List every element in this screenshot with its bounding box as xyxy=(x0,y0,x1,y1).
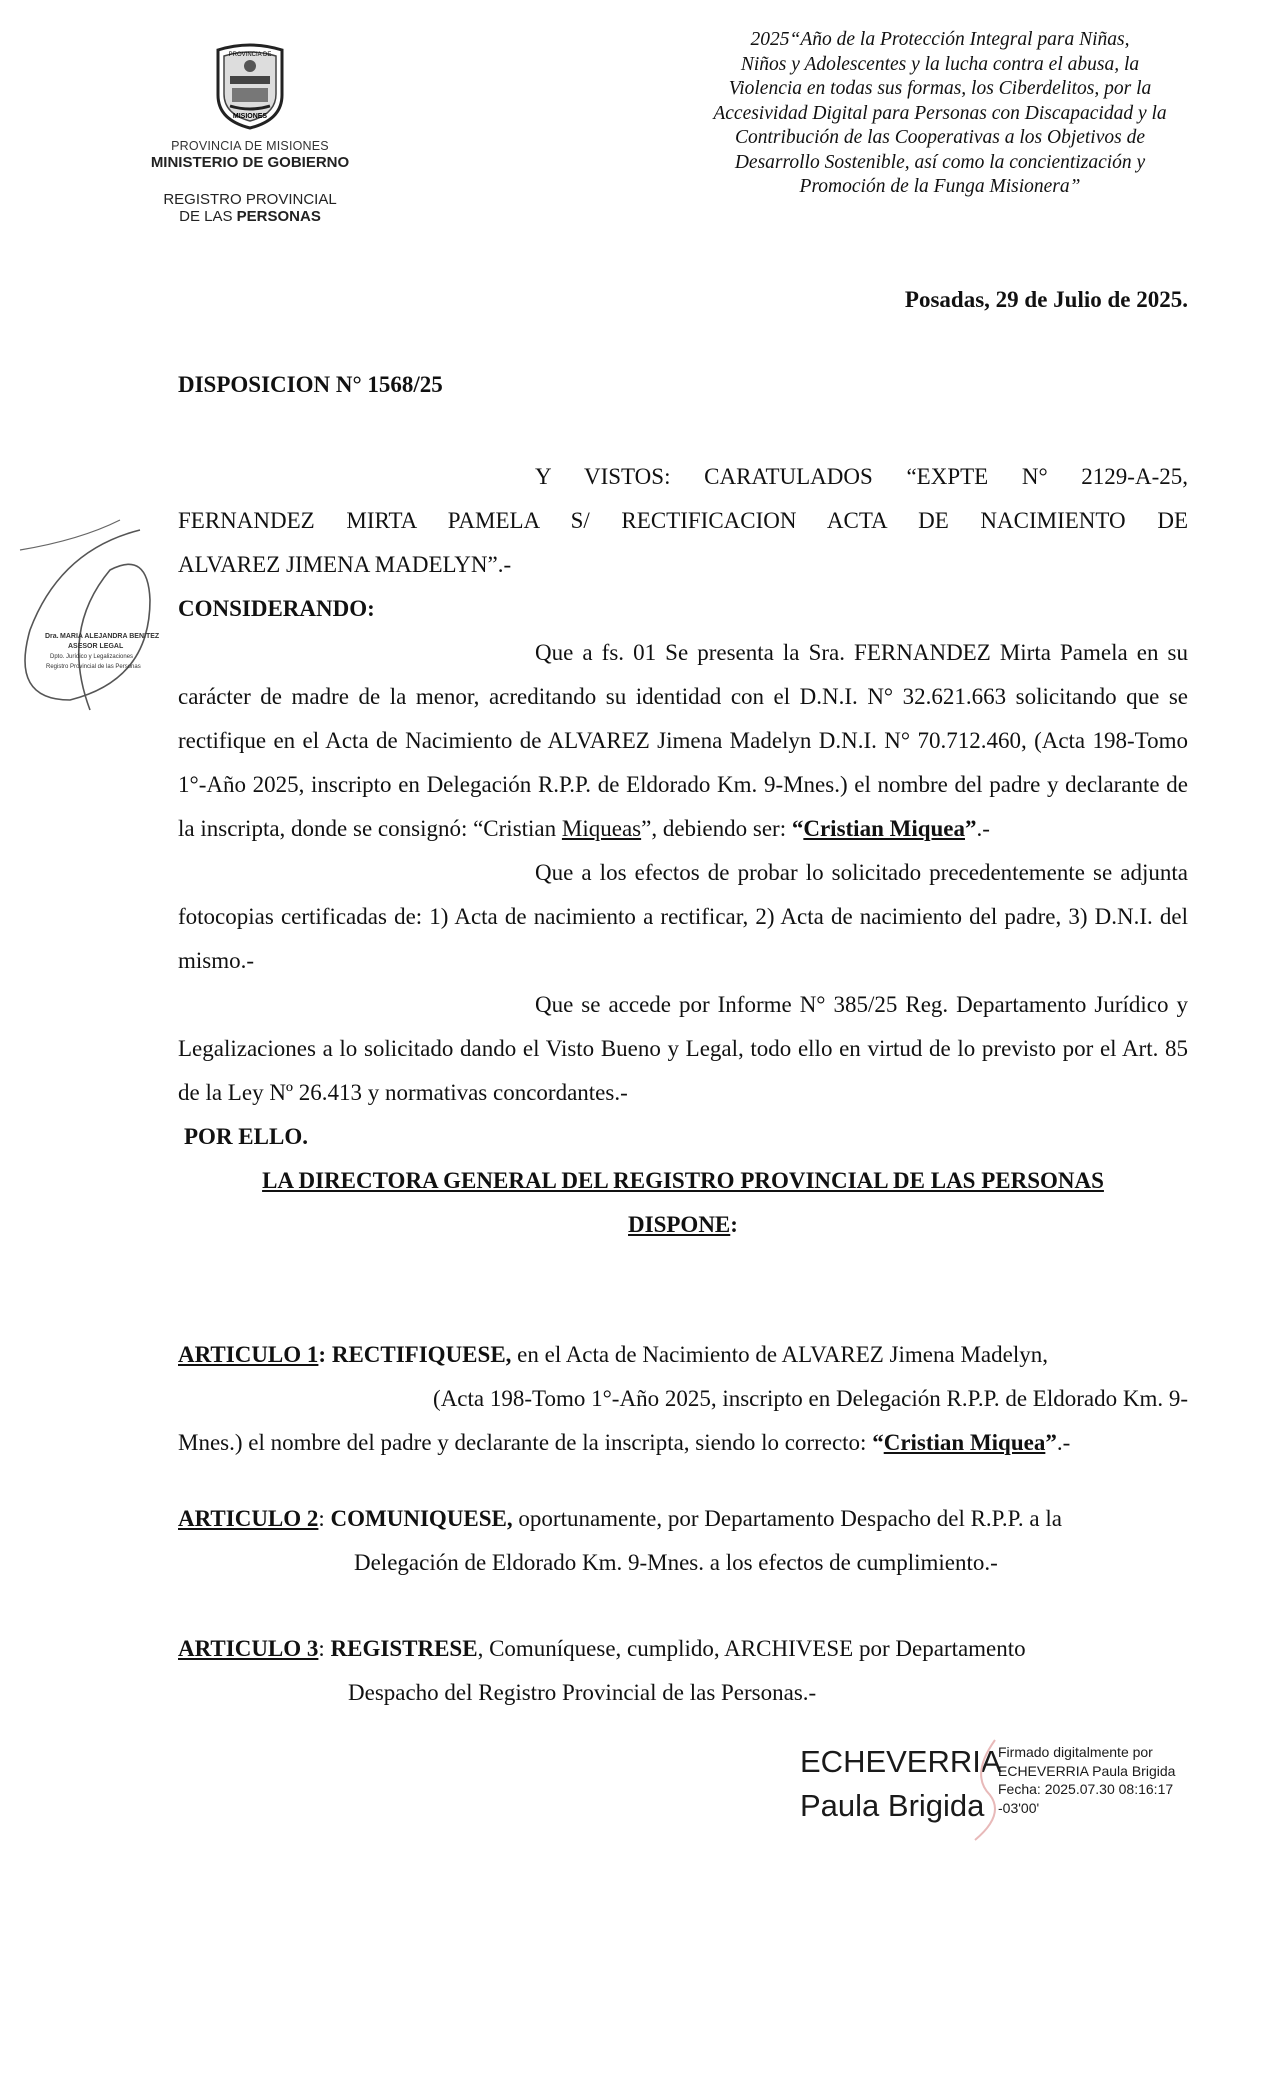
provincial-seal-icon xyxy=(210,40,290,130)
considerando-heading: CONSIDERANDO: xyxy=(178,596,375,621)
disposition-body xyxy=(178,455,1188,1247)
ministry-logo xyxy=(140,40,360,225)
digital-signature-info: Firmado digitalmente por ECHEVERRIA Paula Brigida Fecha: 2025.07.30 08:16:17 -03'00' xyxy=(998,1744,1176,1816)
article-3: ARTICULO 3: REGISTRESE, Comuníquese, cumplido, ARCHIVESE por Departamento Despacho del Registro Provincial de las Personas.- xyxy=(178,1636,1026,1705)
svg-text:MISIONES: MISIONES xyxy=(232,113,268,120)
svg-text:ASESOR LEGAL: ASESOR LEGAL xyxy=(68,643,124,650)
paragraph-1: Que a fs. 01 Se presenta la Sra. FERNANDEZ Mirta Pamela en su carácter de madre de la menor, acreditando su identidad con el D.N.I. N° 32.621.663 solicitando que se rectifique en el Acta de Nacimiento de ALVAREZ Jimena Madelyn D.N.I. N° 70.712.460, (Acta 198-Tomo 1°-Año 2025, inscripto en Delegación R.P.P. de Eldorado Km. 9-Mnes.) el nombre del padre y declarante de la inscripta, donde se consignó: “Cristian Miqueas”, debiendo ser: “Cristian Miquea”.- xyxy=(178,640,1188,841)
paragraph-3: Que se accede por Informe N° 385/25 Reg. Departamento Jurídico y Legalizaciones a lo solicitado dando el Visto Bueno y Legal, todo ello en virtud de lo previsto por el Art. 85 de la Ley Nº 26.413 y normativas concordantes.- xyxy=(178,992,1188,1105)
vistos-line1: Y VISTOS: CARATULADOS “EXPTE N° 2129-A-25, xyxy=(535,464,1188,489)
signer-name: ECHEVERRIA Paula Brigida xyxy=(800,1744,1002,1823)
year-motto: 2025“Año de la Protección Integral para Niñas, Niños y Adolescentes y la lucha contra el abusa, la Violencia en todas sus formas, los Ciberdelitos, por la Accesividad Digital para Personas con Discapacidad y la Contribución de las Cooperativas a los Objetivos de Desarrollo Sostenible, así como la concientización y Promoción de la Funga Misionera” xyxy=(713,29,1167,197)
disposition-title: DISPOSICION N° 1568/25 xyxy=(178,372,443,397)
svg-text:MARIA ALEJANDRA BENITEZ: MARIA ALEJANDRA BENITEZ xyxy=(60,633,160,640)
article-2: ARTICULO 2: COMUNIQUESE, oportunamente, por Departamento Despacho del R.P.P. a la Delegación de Eldorado Km. 9-Mnes. a los efectos de cumplimiento.- xyxy=(178,1506,1062,1575)
article-1: ARTICULO 1: RECTIFIQUESE, en el Acta de Nacimiento de ALVAREZ Jimena Madelyn, (Acta 198-Tomo 1°-Año 2025, inscripto en Delegación R.P.P. de Eldorado Km. 9- Mnes.) el nombre del padre y declarante de la inscripta, siendo lo correcto: “Cristian Miquea”.- xyxy=(178,1342,1188,1455)
svg-text:PROVINCIA DE: PROVINCIA DE xyxy=(228,52,272,58)
document-date: Posadas, 29 de Julio de 2025. xyxy=(904,287,1188,312)
svg-text:Registro Provincial de las Per: Registro Provincial de las Personas xyxy=(46,664,141,670)
dispone-heading: DISPONE: xyxy=(628,1212,738,1237)
registry-line1: REGISTRO PROVINCIAL xyxy=(163,191,337,208)
svg-text:Dpto. Jurídico y Legalizacione: Dpto. Jurídico y Legalizaciones xyxy=(50,654,134,660)
svg-text:Dra.: Dra. xyxy=(45,633,59,640)
director-heading: LA DIRECTORA GENERAL DEL REGISTRO PROVINCIAL DE LAS PERSONAS xyxy=(262,1168,1104,1193)
legal-advisor-stamp xyxy=(0,510,180,760)
ministry-name: MINISTERIO DE GOBIERNO xyxy=(150,154,350,171)
province-name: PROVINCIA DE MISIONES xyxy=(171,139,329,153)
por-ello: POR ELLO. xyxy=(184,1124,308,1149)
registry-line2: DE LAS PERSONAS xyxy=(179,208,321,225)
paragraph-2: Que a los efectos de probar lo solicitado precedentemente se adjunta fotocopias certificadas de: 1) Acta de nacimiento a rectificar, 2) Acta de nacimiento del padre, 3) D.N.I. del mismo.- xyxy=(178,860,1188,973)
vistos-line3: ALVAREZ JIMENA MADELYN”.- xyxy=(178,552,512,577)
vistos-line2: FERNANDEZ MIRTA PAMELA S/ RECTIFICACION ACTA DE NACIMIENTO DE xyxy=(178,508,1188,533)
